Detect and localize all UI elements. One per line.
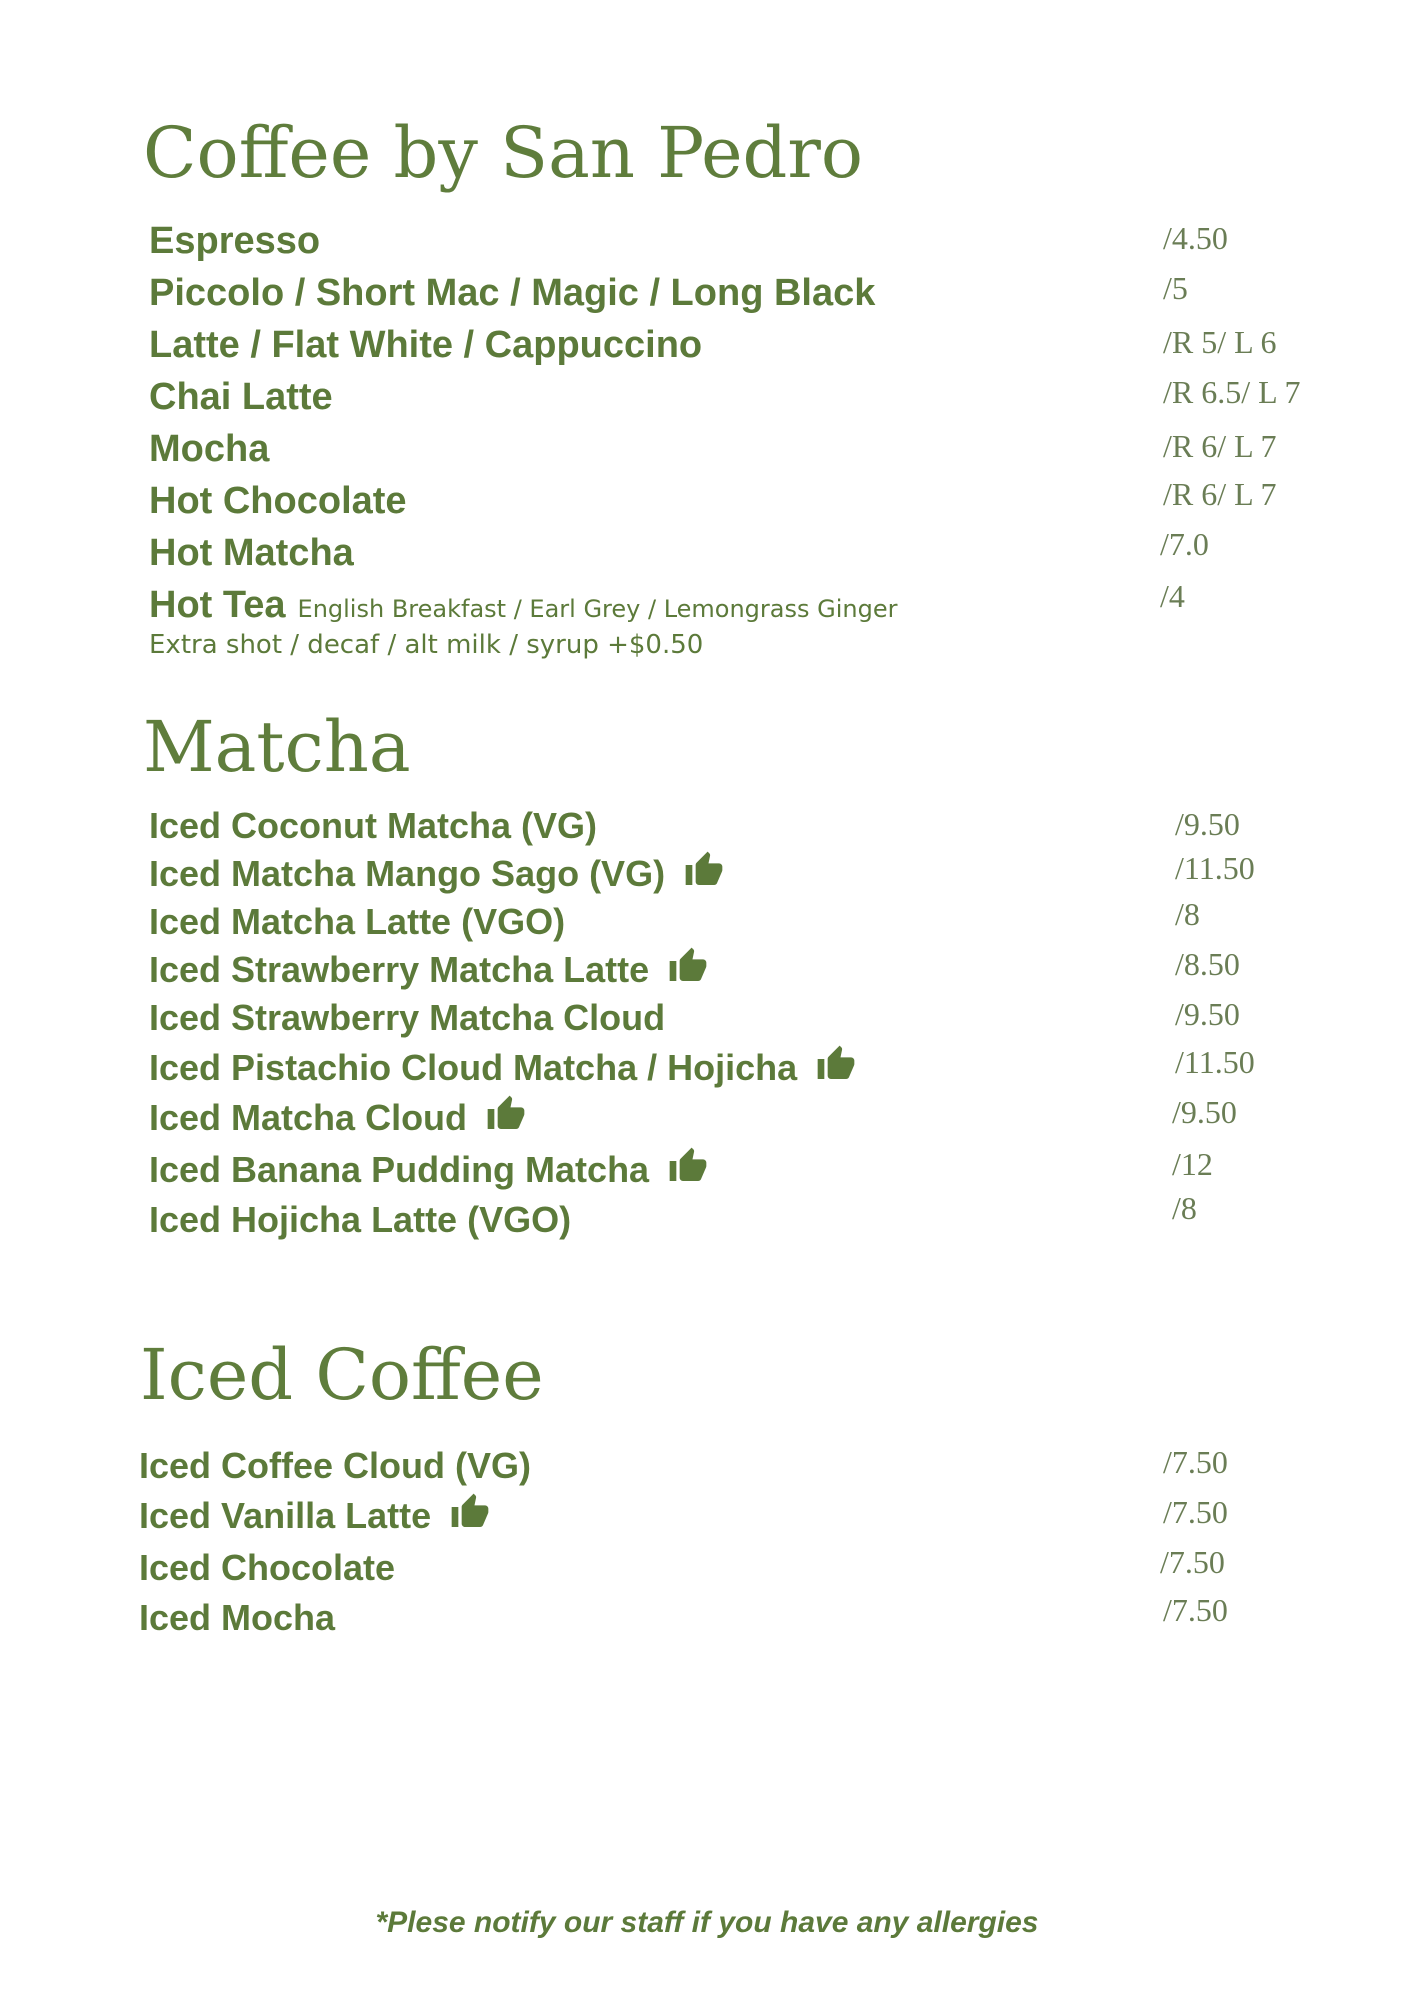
menu-item-iced-vanilla-latte [139, 1495, 491, 1538]
menu-item-iced-hojicha-latte: Iced Hojicha Latte (VGO) [149, 1199, 572, 1240]
menu-item-iced-vanilla-latte-name: Iced Vanilla Latte [139, 1495, 432, 1536]
menu-item-hot-tea [149, 586, 897, 624]
menu-price-iced-hojicha-latte: /8 [1172, 1190, 1197, 1226]
thumbs-up-icon [485, 1094, 527, 1134]
menu-price-mocha: /R 6/ L 7 [1163, 428, 1277, 464]
thumbs-up-icon [667, 1146, 709, 1186]
menu-item-mocha: Mocha [149, 428, 270, 470]
menu-item-iced-coconut-matcha: Iced Coconut Matcha (VG) [149, 805, 598, 846]
menu-price-hot-matcha: /7.0 [1160, 526, 1209, 562]
menu-price-iced-matcha-latte: /8 [1175, 896, 1200, 932]
menu-item-iced-matcha-cloud [149, 1097, 527, 1140]
menu-item-iced-mocha: Iced Mocha [139, 1597, 336, 1638]
menu-price-iced-pistachio-cloud: /11.50 [1175, 1044, 1255, 1080]
menu-price-iced-chocolate: /7.50 [1160, 1544, 1225, 1580]
thumbs-up-icon [683, 850, 725, 890]
menu-item-iced-matcha-cloud-name: Iced Matcha Cloud [149, 1097, 468, 1138]
menu-item-iced-strawberry-matcha-cloud: Iced Strawberry Matcha Cloud [149, 997, 666, 1038]
extras-note: Extra shot / decaf / alt milk / syrup +$0.50 [149, 630, 704, 660]
menu-item-hot-tea-name: Hot Tea [149, 584, 286, 626]
menu-price-iced-matcha-mango-sago: /11.50 [1175, 850, 1255, 886]
menu-price-iced-coconut-matcha: /9.50 [1175, 806, 1240, 842]
menu-item-hot-tea-options: English Breakfast / Earl Grey / Lemongrass Ginger [297, 595, 898, 623]
menu-item-latte: Latte / Flat White / Cappuccino [149, 324, 703, 366]
menu-price-iced-banana-pudding-matcha: /12 [1172, 1146, 1213, 1182]
menu-item-iced-matcha-mango-sago [149, 853, 725, 896]
menu-item-piccolo: Piccolo / Short Mac / Magic / Long Black [149, 272, 876, 314]
menu-price-iced-vanilla-latte: /7.50 [1163, 1494, 1228, 1530]
menu-item-iced-pistachio-cloud [149, 1047, 857, 1090]
menu-item-iced-matcha-mango-sago-name: Iced Matcha Mango Sago (VG) [149, 853, 666, 894]
menu-item-hot-chocolate: Hot Chocolate [149, 480, 407, 522]
menu-item-iced-strawberry-matcha-latte [149, 949, 709, 992]
menu-item-iced-banana-pudding-matcha [149, 1149, 709, 1192]
menu-price-iced-coffee-cloud: /7.50 [1163, 1444, 1228, 1480]
menu-price-iced-strawberry-matcha-latte: /8.50 [1175, 946, 1240, 982]
menu-item-iced-chocolate: Iced Chocolate [139, 1547, 396, 1588]
thumbs-up-icon [667, 946, 709, 986]
menu-price-iced-strawberry-matcha-cloud: /9.50 [1175, 996, 1240, 1032]
menu-item-espresso: Espresso [149, 220, 321, 262]
menu-price-piccolo: /5 [1163, 270, 1188, 306]
menu-price-iced-mocha: /7.50 [1163, 1592, 1228, 1628]
menu-item-chai-latte: Chai Latte [149, 376, 333, 418]
thumbs-up-icon [449, 1492, 491, 1532]
menu-price-iced-matcha-cloud: /9.50 [1172, 1094, 1237, 1130]
section-title-iced-coffee: Iced Coffee [140, 1334, 544, 1416]
menu-item-iced-pistachio-cloud-name: Iced Pistachio Cloud Matcha / Hojicha [149, 1047, 798, 1088]
menu-price-latte: /R 5/ L 6 [1163, 324, 1277, 360]
menu-item-iced-matcha-latte: Iced Matcha Latte (VGO) [149, 901, 566, 942]
menu-price-hot-chocolate: /R 6/ L 7 [1163, 476, 1277, 512]
section-title-matcha: Matcha [143, 706, 411, 788]
menu-price-hot-tea: /4 [1160, 578, 1185, 614]
menu-item-iced-coffee-cloud: Iced Coffee Cloud (VG) [139, 1445, 532, 1486]
menu-item-iced-banana-pudding-matcha-name: Iced Banana Pudding Matcha [149, 1149, 650, 1190]
menu-price-chai-latte: /R 6.5/ L 7 [1163, 374, 1301, 410]
allergy-notice: *Plese notify our staff if you have any allergies [375, 1906, 1039, 1939]
thumbs-up-icon [815, 1044, 857, 1084]
menu-price-espresso: /4.50 [1163, 220, 1228, 256]
menu-item-hot-matcha: Hot Matcha [149, 532, 354, 574]
section-title-coffee: Coffee by San Pedro [143, 112, 863, 194]
menu-item-iced-strawberry-matcha-latte-name: Iced Strawberry Matcha Latte [149, 949, 650, 990]
